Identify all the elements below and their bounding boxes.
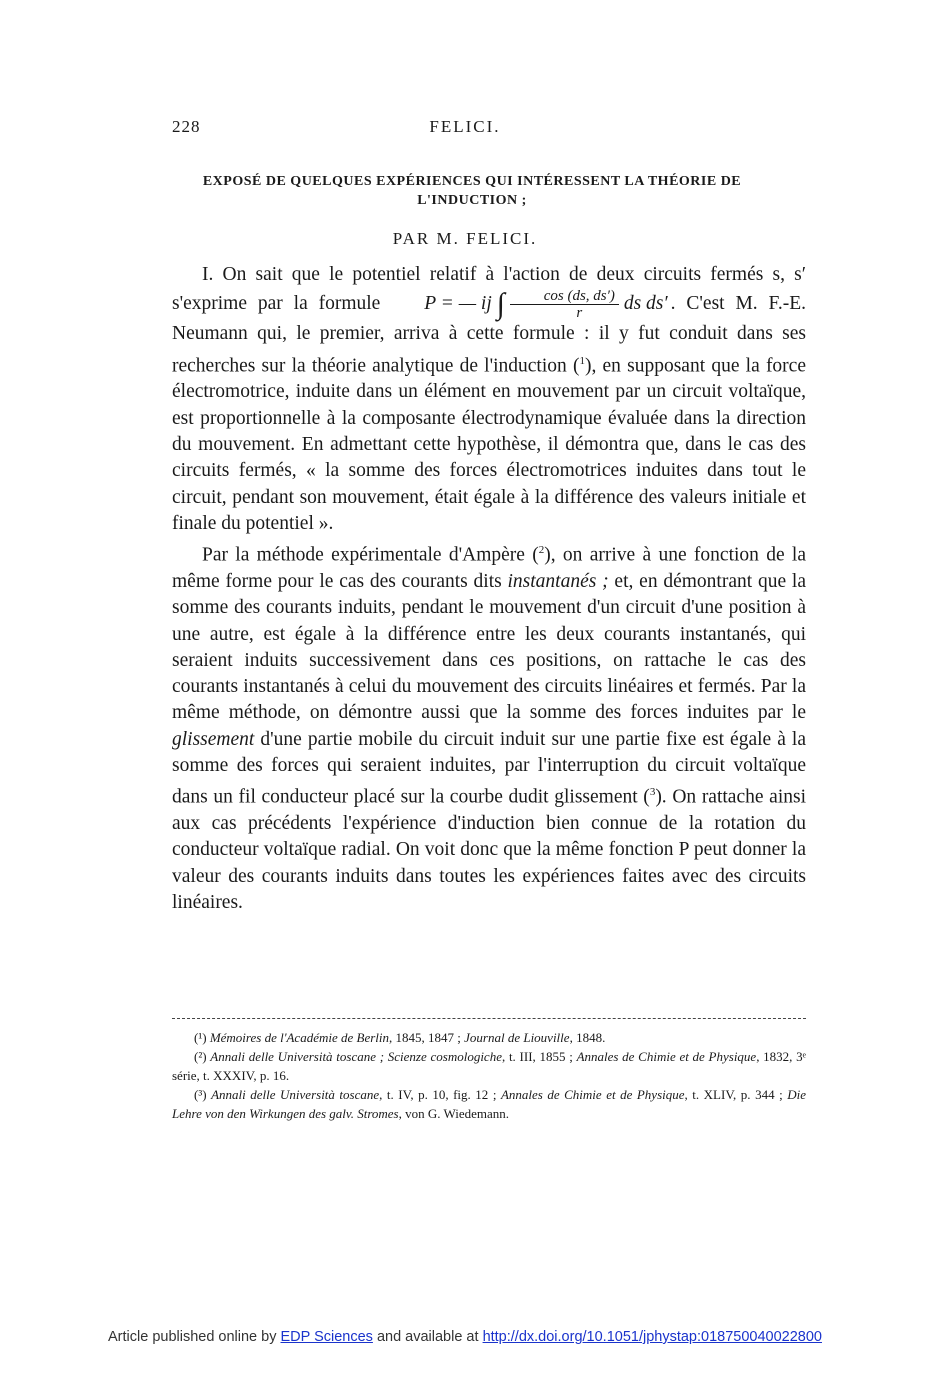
p2-text-c: et, en démontrant que la somme des courants induits, pendant le mouvement d'un circuit d'une position à une autre, est égale à la différence entre les deux courants instantanés, qui seraient induits successivement dans ces positions, on rattache le cas des courants instantanés à celui du mouvement des circuits linéaires et fermés. Par la même méthode, on démontre aussi que la somme des forces induites par le	[172, 570, 806, 724]
footnote-2-part: , t. III, 1855 ;	[501, 1049, 577, 1064]
footnote-2-part: Annali delle Università toscane ; Scienze cosmologiche	[210, 1049, 502, 1064]
formula-lhs: P = — ij	[424, 293, 492, 315]
footnote-ref-3[interactable]: 3	[649, 786, 656, 799]
p1-text-a: I. On sait que le potentiel relatif à l'action de deux circuits fermés s, s′ s'exprime par la formule	[172, 264, 806, 315]
footnote-3-part: Die Lehre von den Wirkungen des galv. Stromes	[172, 1087, 806, 1121]
credit-middle: and available at	[372, 1329, 483, 1345]
footnote-3-part: Annales de Chimie et de Physique	[500, 1087, 685, 1102]
p2-italic-glissement: glissement	[172, 728, 255, 750]
running-head: FELICI.	[429, 117, 501, 136]
formula-numerator: cos (ds, ds′)	[510, 288, 619, 305]
credit-prefix: Article published online by	[108, 1329, 281, 1345]
footnote-2-marker: (²)	[194, 1049, 207, 1064]
footnote-ref-1[interactable]: 1	[579, 354, 585, 367]
p1-text-b: . C'est M. F.-E. Neumann qui, le premier, arriva à cette formule : il y fut conduit dans ses recherches sur la théorie analytique de l'induction (	[172, 293, 806, 377]
p2-text-b: ), on arrive à une fonction de la même forme pour le cas des courants dits	[172, 544, 806, 592]
article-body	[172, 262, 806, 916]
formula-rhs: ds ds′	[623, 293, 668, 315]
p2-text-d: d'une partie mobile du circuit induit sur une partie fixe est égale à la somme des forces qui seraient induites, par l'interruption du circuit voltaïque dans un fil conducteur placé sur la courbe dudit glissement (	[172, 728, 806, 808]
footnote-3	[172, 1085, 806, 1123]
byline: PAR M. FELICI.	[392, 229, 538, 248]
footnote-ref-2[interactable]: 2	[538, 544, 545, 557]
paragraph-2	[172, 537, 806, 916]
p1-text-c: ), en supposant que la force électromotrice, induite dans un élément en mouvement par un circuit voltaïque, est proportionnelle à la composante électrodynamique évaluée dans la direction du mouvement. En admettant cette hypothèse, il démontra que, dans le cas des circuits fermés, « la somme des forces électromotrices induites dans tout le circuit, pendant son mouvement, était égale à la différence des valeurs initiale et finale du potentiel ».	[172, 355, 806, 534]
publisher-link[interactable]: EDP Sciences	[280, 1329, 373, 1345]
formula-denominator: r	[576, 305, 583, 322]
footnote-1	[172, 1028, 806, 1047]
neumann-formula	[394, 288, 667, 321]
footnote-3-part: , von G. Wiedemann.	[398, 1106, 510, 1121]
footnote-rule	[172, 1018, 806, 1019]
footnote-3-marker: (³)	[194, 1087, 207, 1102]
footnote-3-part: Annali delle Università toscane	[211, 1087, 380, 1102]
p2-text-e: ). On rattache ainsi aux cas précédents l'expérience d'induction bien connue de la rotation du conducteur voltaïque radial. On voit donc que la même fonction P peut donner la valeur des courants induits dans toutes les expériences faites avec des circuits linéaires.	[172, 786, 806, 914]
publication-credit	[0, 1329, 930, 1345]
paragraph-1	[172, 262, 806, 537]
p2-text-a: Par la méthode expérimentale d'Ampère (	[202, 544, 539, 566]
doi-link[interactable]: http://dx.doi.org/10.1051/jphystap:018750040022800	[482, 1329, 822, 1345]
footnotes	[172, 1028, 806, 1123]
footnote-3-part: , t. IV, p. 10, fig. 12 ;	[379, 1087, 501, 1102]
article-title: EXPOSÉ DE QUELQUES EXPÉRIENCES QUI INTÉRESSENT LA THÉORIE DE L'INDUCTION ;	[202, 174, 742, 208]
footnote-2	[172, 1047, 806, 1085]
footnote-1-part: , 1845, 1847 ;	[389, 1030, 465, 1045]
page-number: 228	[172, 117, 201, 136]
footnote-1-part: Mémoires de l'Académie de Berlin	[209, 1030, 389, 1045]
footnote-1-part: , 1848.	[569, 1030, 606, 1045]
footnote-1-part: Journal de Liouville	[464, 1030, 570, 1045]
footnote-2-part: Annales de Chimie et de Physique	[576, 1049, 757, 1064]
footnote-1-marker: (¹)	[194, 1030, 207, 1045]
p2-italic-instantanes: instantanés ;	[507, 570, 609, 592]
footnote-2-part: , 1832, 3ᵉ série, t. XXXIV, p. 16.	[172, 1049, 806, 1083]
formula-fraction	[510, 288, 619, 321]
footnote-3-part: , t. XLIV, p. 344 ;	[684, 1087, 788, 1102]
integral-sign: ∫	[496, 287, 505, 321]
